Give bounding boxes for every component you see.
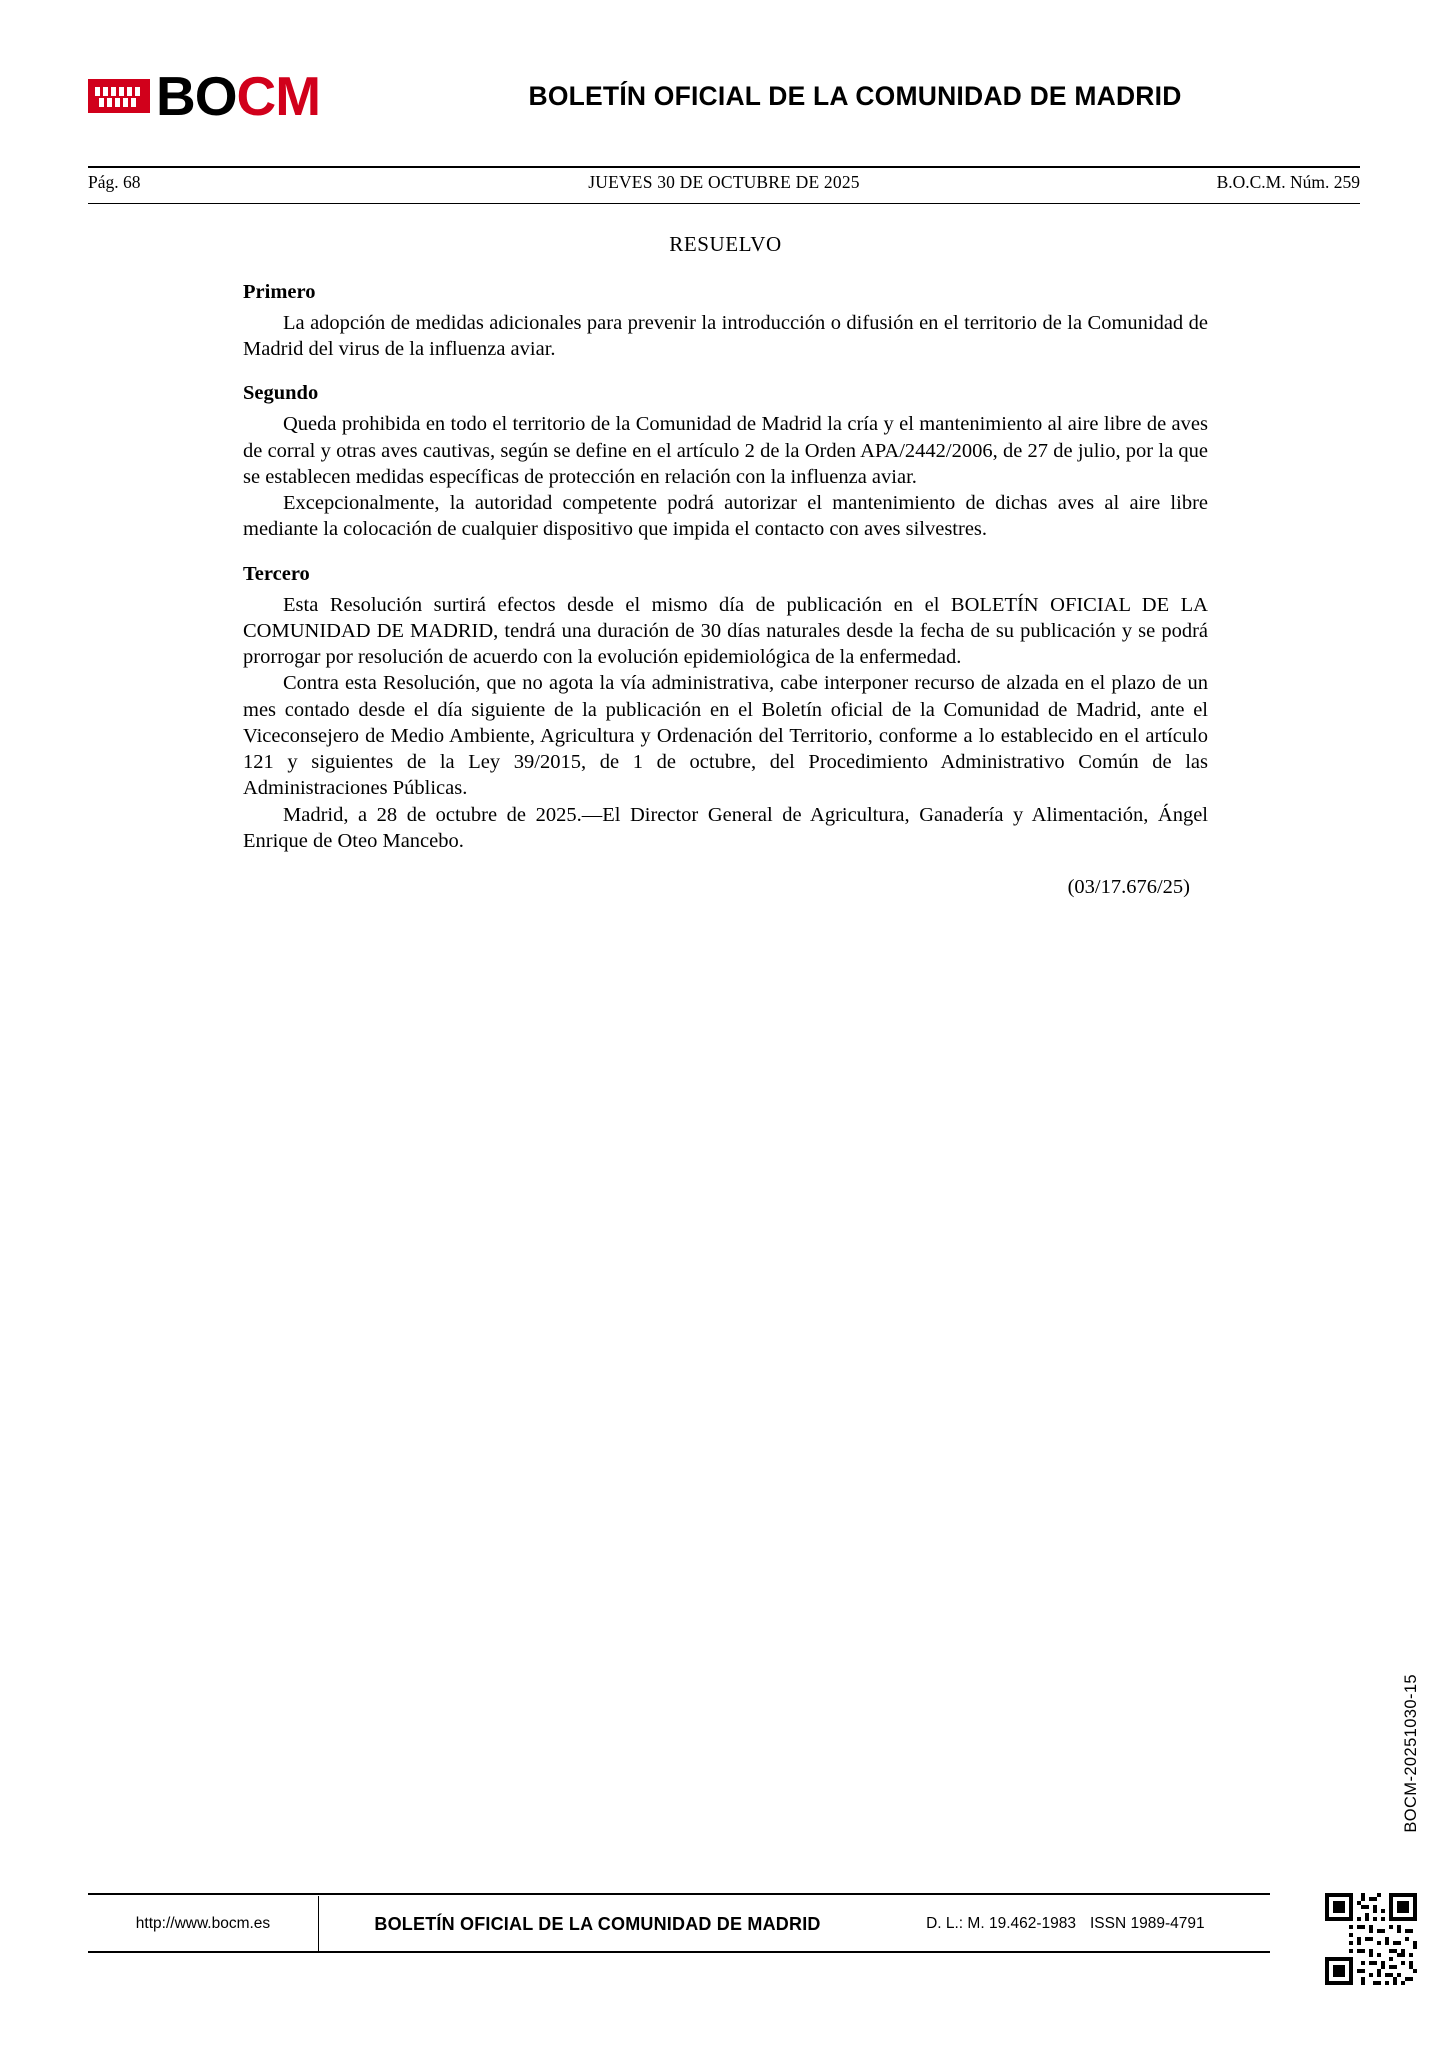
page-footer xyxy=(88,1896,1270,1952)
section-heading-primero: Primero xyxy=(243,281,316,303)
paragraph: Excepcionalmente, la autoridad competente podrá autorizar el mantenimiento de dichas aves al aire libre mediante la colocación de cualquier dispositivo que impida el contacto con aves silvestres. xyxy=(243,492,1208,541)
masthead-title: BOLETÍN OFICIAL DE LA COMUNIDAD DE MADRID xyxy=(528,80,1182,111)
bocm-wordmark xyxy=(156,64,321,127)
running-head xyxy=(88,172,1360,198)
footer-url-link[interactable]: http://www.bocm.es xyxy=(88,1896,319,1952)
section-heading-segundo: Segundo xyxy=(243,382,319,405)
masthead xyxy=(88,60,1360,132)
page-title: RESUELVO xyxy=(669,232,782,256)
paragraph: Contra esta Resolución, que no agota la vía administrativa, cabe interponer recurso de alzada en el plazo de un mes contado desde el día siguiente de la publicación en el Boletín oficial de la Comunidad de Madrid, ante el Viceconsejero de Medio Ambiente, Agricultura y Ordenación del Territorio, conforme a lo establecido en el artículo 121 y siguientes de la Ley 39/2015, de 1 de octubre, del Procedimiento Administrativo Común de las Administraciones Públicas. xyxy=(243,672,1208,800)
section-heading-tercero: Tercero xyxy=(243,562,310,585)
qr-code xyxy=(1325,1893,1417,1985)
reference-number: (03/17.676/25) xyxy=(1067,875,1190,898)
signature-paragraph: Madrid, a 28 de octubre de 2025.—El Director General de Agricultura, Ganadería y Alimentación, Ángel Enrique de Oteo Mancebo. xyxy=(243,803,1208,852)
paragraph: Esta Resolución surtirá efectos desde el mismo día de publicación en el BOLETÍN OFICIAL DE LA COMUNIDAD DE MADRID, tendrá una duración de 30 días naturales desde la fecha de su publicación y se podrá prorrogar por resolución de acuerdo con la evolución epidemiológica de la enfermedad. xyxy=(243,593,1208,669)
footer-issn: ISSN 1989-4791 xyxy=(1090,1915,1205,1932)
paragraph: La adopción de medidas adicionales para prevenir la introducción o difusión en el territorio de la Comunidad de Madrid del virus de la influenza aviar. xyxy=(243,312,1208,361)
footer-title: BOLETÍN OFICIAL DE LA COMUNIDAD DE MADRID xyxy=(374,1913,821,1934)
page-number-label: Pág. 68 xyxy=(88,172,141,192)
madrid-coat-of-arms-icon xyxy=(88,73,150,119)
paragraph: Queda prohibida en todo el territorio de la Comunidad de Madrid la cría y el mantenimiento al aire libre de aves de corral y otras aves cautivas, según se define en el artículo 2 de la Orden APA/2442/2006, de 27 de julio, por la que se establecen medidas específicas de protección en relación con la influenza aviar. xyxy=(243,413,1208,488)
issue-number: B.O.C.M. Núm. 259 xyxy=(1216,172,1360,192)
header-rule xyxy=(88,166,1360,168)
logo-text-bo: BO xyxy=(156,64,237,127)
header-rule-secondary xyxy=(88,203,1360,204)
bocm-logo xyxy=(88,65,320,127)
document-body xyxy=(243,232,1208,899)
logo-text-cm: CM xyxy=(236,64,321,127)
footer-rule-bottom xyxy=(88,1951,1270,1953)
publication-date: JUEVES 30 DE OCTUBRE DE 2025 xyxy=(588,172,860,192)
document-side-code: BOCM-20251030-15 xyxy=(1402,1674,1420,1833)
footer-legal-deposit: D. L.: M. 19.462-1983 xyxy=(926,1915,1076,1932)
footer-rule-top xyxy=(88,1893,1270,1895)
